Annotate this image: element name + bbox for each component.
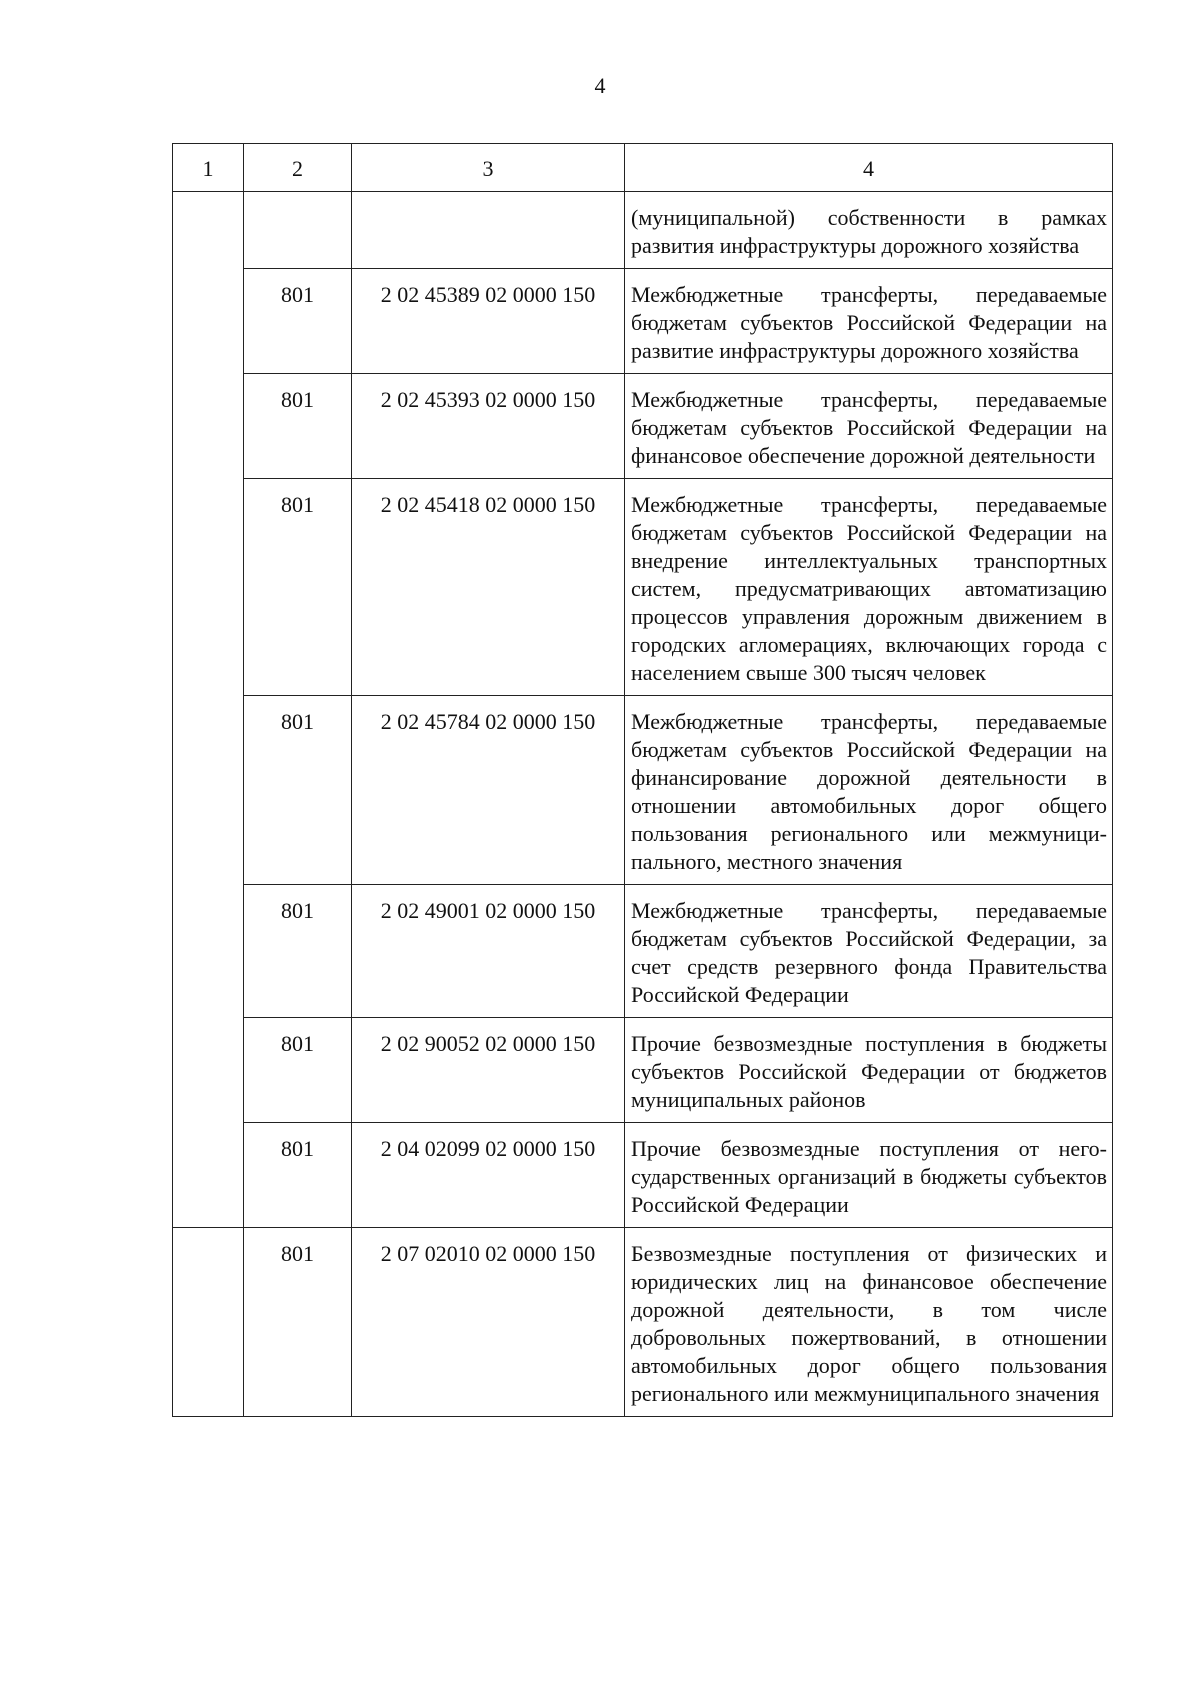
revenue-codes-table: [172, 143, 1113, 1417]
table-row: [173, 1123, 1113, 1228]
admin-cell: [244, 192, 352, 269]
table-row: [173, 269, 1113, 374]
description-cell: Прочие безвозмездные поступления от негосударственных организаций в бюджеты субъектов Российской Федерации: [625, 1123, 1113, 1228]
description-cell: Межбюджетные трансферты, передаваемые бюджетам субъектов Российской Федерации на финансирование дорожной деятельности в отношении автомобильных дорог общего пользования регионального или межмуниципального, местного значения: [625, 696, 1113, 885]
column-header-1: 1: [173, 144, 244, 192]
code-cell: 2 04 02099 02 0000 150: [352, 1123, 625, 1228]
page-number: 4: [594, 73, 606, 98]
table-row-continuation: [173, 192, 1113, 269]
code-cell: 2 02 90052 02 0000 150: [352, 1018, 625, 1123]
code-cell: [352, 192, 625, 269]
table-row: [173, 479, 1113, 696]
table-row: [173, 1228, 1113, 1417]
code-cell: 2 02 45393 02 0000 150: [352, 374, 625, 479]
code-cell: 2 02 45784 02 0000 150: [352, 696, 625, 885]
admin-cell: 801: [244, 1123, 352, 1228]
admin-cell: 801: [244, 479, 352, 696]
code-cell: 2 07 02010 02 0000 150: [352, 1228, 625, 1417]
description-cell: Межбюджетные трансферты, передаваемые бюджетам субъектов Российской Федерации на финансовое обеспечение дорожной деятельности: [625, 374, 1113, 479]
description-cell: Межбюджетные трансферты, передаваемые бюджетам субъектов Российской Федерации на внедрение интеллектуальных транспортных систем, предусматривающих автоматизацию процессов управления дорожным движением в городских агломерациях, включающих города с населением свыше 300 тысяч человек: [625, 479, 1113, 696]
table-row: [173, 885, 1113, 1018]
admin-cell: 801: [244, 885, 352, 1018]
description-cell: Межбюджетные трансферты, передаваемые бюджетам субъектов Российской Федерации, за счет средств резервного фонда Правительства Российской Федерации: [625, 885, 1113, 1018]
group-cell-2: [173, 1228, 244, 1417]
admin-cell: 801: [244, 1228, 352, 1417]
admin-cell: 801: [244, 374, 352, 479]
admin-cell: 801: [244, 696, 352, 885]
admin-cell: 801: [244, 269, 352, 374]
table-row: [173, 374, 1113, 479]
description-cell: (муниципальной) собственности в рамках развития инфраструктуры дорожного хозяйства: [625, 192, 1113, 269]
code-cell: 2 02 45389 02 0000 150: [352, 269, 625, 374]
description-cell: Межбюджетные трансферты, передаваемые бюджетам субъектов Российской Федерации на развитие инфраструктуры дорожного хозяйства: [625, 269, 1113, 374]
table-row: [173, 696, 1113, 885]
column-header-4: 4: [625, 144, 1113, 192]
description-cell: Безвозмездные поступления от физических и юридических лиц на финансовое обеспечение дорожной деятельности, в том числе добровольных пожертвований, в отношении автомобильных дорог общего пользования регионального или межмуниципального значения: [625, 1228, 1113, 1417]
description-cell: Прочие безвозмездные поступления в бюджеты субъектов Российской Федерации от бюджетов муниципальных районов: [625, 1018, 1113, 1123]
table-header-row: [173, 144, 1113, 192]
column-header-2: 2: [244, 144, 352, 192]
code-cell: 2 02 49001 02 0000 150: [352, 885, 625, 1018]
code-cell: 2 02 45418 02 0000 150: [352, 479, 625, 696]
group-cell-1: [173, 192, 244, 1228]
admin-cell: 801: [244, 1018, 352, 1123]
column-header-3: 3: [352, 144, 625, 192]
table-row: [173, 1018, 1113, 1123]
